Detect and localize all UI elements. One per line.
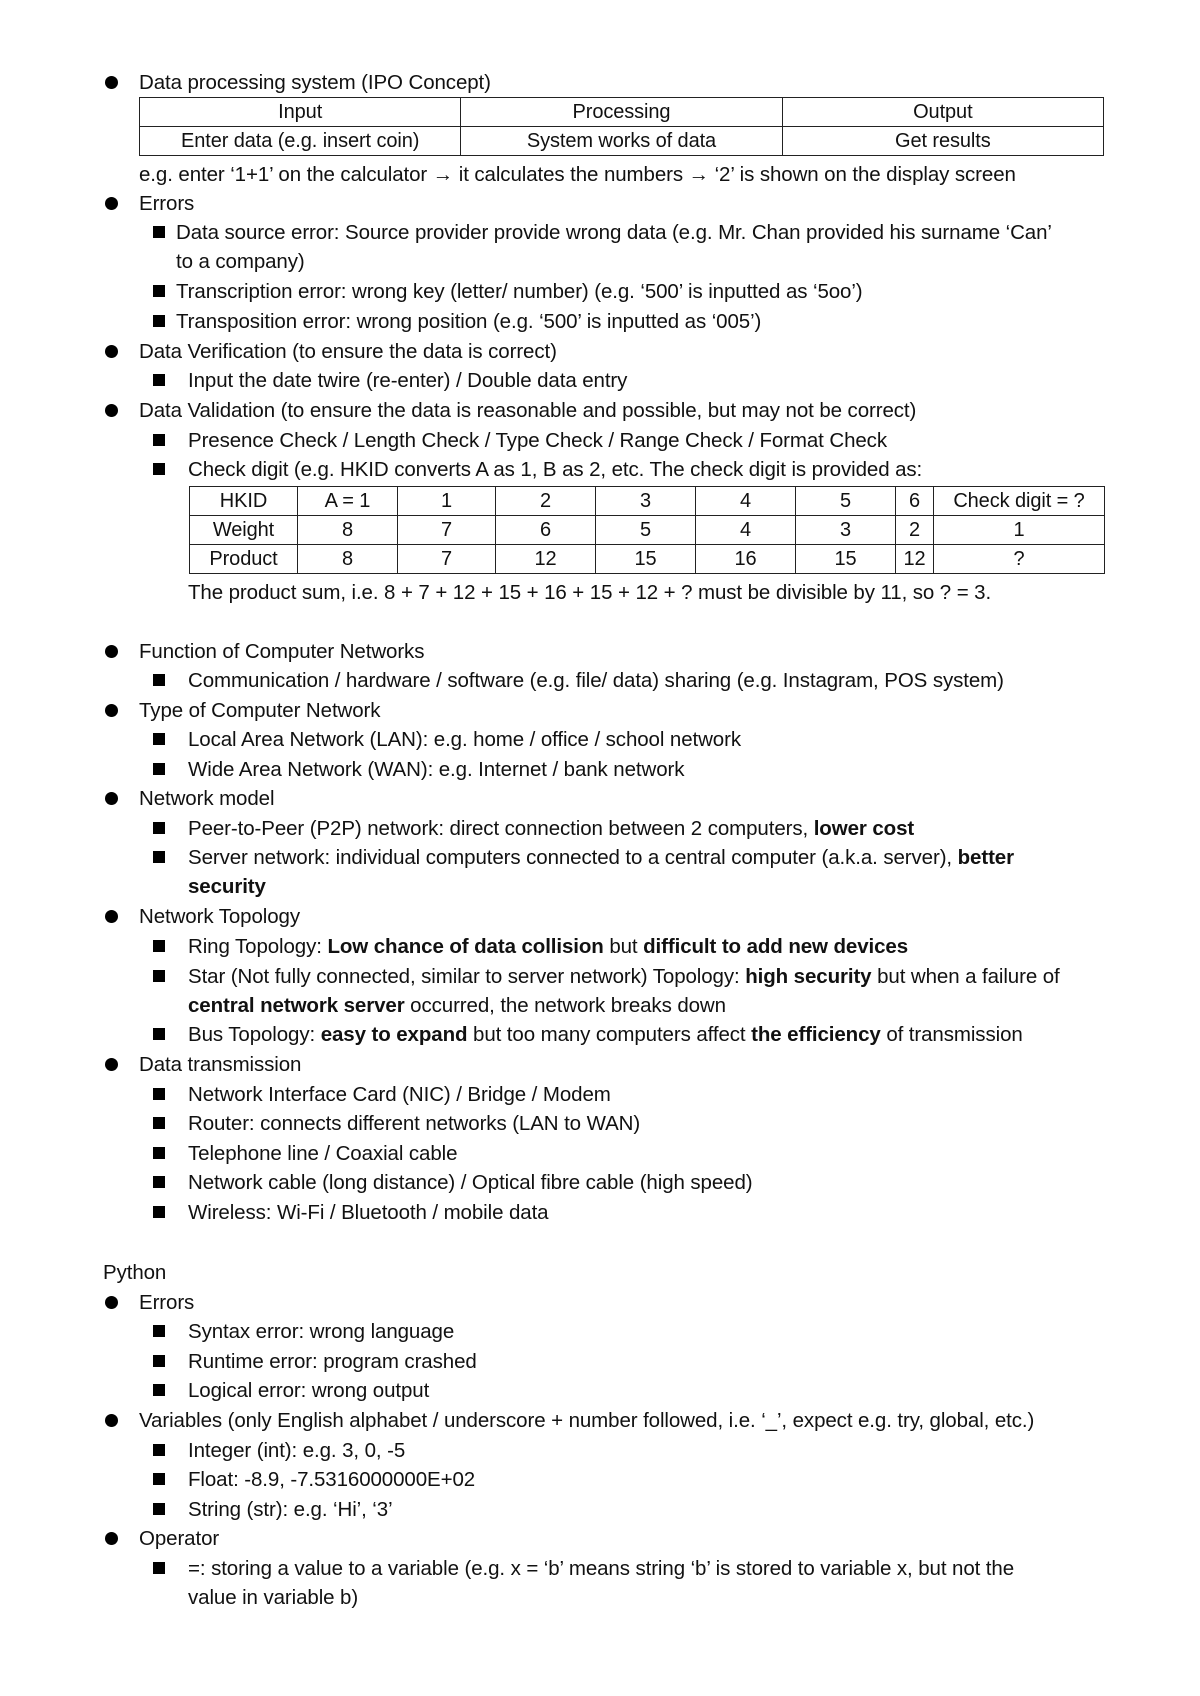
list-item: Transcription error: wrong key (letter/ number) (e.g. ‘500’ is inputted as ‘5oo’) <box>176 280 863 303</box>
table-cell: 3 <box>596 487 696 516</box>
list-item: Runtime error: program crashed <box>188 1350 477 1373</box>
text-run: Server network: individual computers connected to a central computer (a.k.a. server), <box>188 846 958 869</box>
bullet-square-icon <box>153 1117 165 1129</box>
list-item: Local Area Network (LAN): e.g. home / office / school network <box>188 728 741 751</box>
bullet-dot-icon <box>105 645 118 658</box>
text-run: of transmission <box>880 1023 1023 1046</box>
table-cell: Output <box>782 98 1103 127</box>
bullet-square-icon <box>153 1355 165 1367</box>
bullet-dot-icon <box>105 704 118 717</box>
list-item: Transposition error: wrong position (e.g. ‘500’ is inputted as ‘005’) <box>176 310 762 333</box>
table-cell: 16 <box>696 545 796 574</box>
list-item: Router: connects different networks (LAN to WAN) <box>188 1112 641 1135</box>
bold-text: security <box>188 875 266 898</box>
topology-heading: Network Topology <box>139 905 300 928</box>
list-item: Data source error: Source provider provide wrong data (e.g. Mr. Chan provided his surname ‘Can’ <box>176 221 1052 244</box>
bullet-square-icon <box>153 1147 165 1159</box>
bullet-square-icon <box>153 1562 165 1574</box>
table-cell: 8 <box>298 516 398 545</box>
bullet-square-icon <box>153 226 165 238</box>
list-item: Integer (int): e.g. 3, 0, -5 <box>188 1439 406 1462</box>
list-item-continuation <box>188 991 726 1020</box>
table-cell: System works of data <box>461 127 782 156</box>
bullet-square-icon <box>153 1028 165 1040</box>
table-cell: 5 <box>796 487 896 516</box>
list-item: Check digit (e.g. HKID converts A as 1, B as 2, etc. The check digit is provided as: <box>188 458 923 481</box>
bullet-dot-icon <box>105 76 118 89</box>
weight-row <box>190 516 1105 545</box>
table-cell: 5 <box>596 516 696 545</box>
table-cell: 15 <box>596 545 696 574</box>
list-item-continuation: value in variable b) <box>188 1586 359 1609</box>
bullet-dot-icon <box>105 910 118 923</box>
table-cell: Weight <box>190 516 298 545</box>
table-cell: Get results <box>782 127 1103 156</box>
list-item: Input the date twire (re-enter) / Double data entry <box>188 369 628 392</box>
list-item: Telephone line / Coaxial cable <box>188 1142 458 1165</box>
bullet-square-icon <box>153 463 165 475</box>
bullet-square-icon <box>153 763 165 775</box>
ipo-heading: Data processing system (IPO Concept) <box>139 71 491 94</box>
table-cell: Check digit = ? <box>934 487 1105 516</box>
bullet-square-icon <box>153 1473 165 1485</box>
transmission-heading: Data transmission <box>139 1053 302 1076</box>
text-run: Peer-to-Peer (P2P) network: direct connection between 2 computers, <box>188 817 814 840</box>
table-cell: 7 <box>398 516 496 545</box>
table-cell: 12 <box>496 545 596 574</box>
bullet-dot-icon <box>105 197 118 210</box>
table-cell: 2 <box>896 516 934 545</box>
table-cell: 2 <box>496 487 596 516</box>
list-item <box>188 1020 1023 1049</box>
bullet-square-icon <box>153 1325 165 1337</box>
bullet-dot-icon <box>105 1058 118 1071</box>
bold-text: difficult to add new devices <box>643 935 909 958</box>
text-run: but when a failure of <box>871 965 1060 988</box>
list-item: String (str): e.g. ‘Hi’, ‘3’ <box>188 1498 393 1521</box>
table-cell: ? <box>934 545 1105 574</box>
bullet-square-icon <box>153 285 165 297</box>
table-cell: HKID <box>190 487 298 516</box>
table-cell: Product <box>190 545 298 574</box>
bullet-dot-icon <box>105 345 118 358</box>
table-cell: 6 <box>896 487 934 516</box>
functions-heading: Function of Computer Networks <box>139 640 425 663</box>
text-run: but <box>603 935 644 958</box>
bullet-square-icon <box>153 674 165 686</box>
list-item <box>188 843 1014 872</box>
section-title: Python <box>103 1261 167 1284</box>
product-sum-note: The product sum, i.e. 8 + 7 + 12 + 15 + 16 + 15 + 12 + ? must be divisible by 11, so ? = 3. <box>188 581 992 604</box>
bullet-square-icon <box>153 940 165 952</box>
bullet-dot-icon <box>105 1414 118 1427</box>
bullet-square-icon <box>153 1206 165 1218</box>
bullet-square-icon <box>153 1088 165 1100</box>
bullet-dot-icon <box>105 1532 118 1545</box>
bullet-square-icon <box>153 1503 165 1515</box>
python-errors-heading: Errors <box>139 1291 195 1314</box>
validation-heading: Data Validation (to ensure the data is reasonable and possible, but may not be correct) <box>139 399 917 422</box>
table-cell: A = 1 <box>298 487 398 516</box>
bold-text: lower cost <box>813 817 915 840</box>
bold-text: high security <box>745 965 872 988</box>
bullet-square-icon <box>153 970 165 982</box>
bullet-dot-icon <box>105 1296 118 1309</box>
list-item: Logical error: wrong output <box>188 1379 430 1402</box>
bullet-square-icon <box>153 434 165 446</box>
bold-text: the efficiency <box>751 1023 881 1046</box>
bullet-square-icon <box>153 1444 165 1456</box>
table-cell: 1 <box>934 516 1105 545</box>
list-item <box>188 814 914 843</box>
table-cell: 8 <box>298 545 398 574</box>
bold-text: Low chance of data collision <box>327 935 604 958</box>
text-run: occurred, the network breaks down <box>404 994 726 1017</box>
errors-heading: Errors <box>139 192 195 215</box>
types-heading: Type of Computer Network <box>139 699 381 722</box>
bullet-square-icon <box>153 851 165 863</box>
table-cell: 4 <box>696 487 796 516</box>
bold-text: better <box>957 846 1014 869</box>
table-cell: Processing <box>461 98 782 127</box>
bullet-dot-icon <box>105 404 118 417</box>
bullet-square-icon <box>153 315 165 327</box>
hkid-row <box>190 487 1105 516</box>
text-run: Ring Topology: <box>188 935 328 958</box>
bullet-square-icon <box>153 733 165 745</box>
text-run: but too many computers affect <box>467 1023 752 1046</box>
list-item <box>188 932 908 961</box>
list-item: Presence Check / Length Check / Type Check / Range Check / Format Check <box>188 429 887 452</box>
ipo-example: e.g. enter ‘1+1’ on the calculator → it calculates the numbers → ‘2’ is shown on the display screen <box>139 163 1016 186</box>
ipo-table <box>139 97 1104 156</box>
verification-heading: Data Verification (to ensure the data is correct) <box>139 340 557 363</box>
text-run: Star (Not fully connected, similar to server network) Topology: <box>188 965 746 988</box>
list-item: Network cable (long distance) / Optical fibre cable (high speed) <box>188 1171 753 1194</box>
list-item: Communication / hardware / software (e.g. file/ data) sharing (e.g. Instagram, POS system) <box>188 669 1004 692</box>
list-item: Float: -8.9, -7.5316000000E+02 <box>188 1468 476 1491</box>
table-cell: Input <box>140 98 461 127</box>
product-row <box>190 545 1105 574</box>
bold-text: easy to expand <box>320 1023 468 1046</box>
ipo-header-row <box>140 98 1104 127</box>
list-item-continuation <box>188 872 266 901</box>
bullet-square-icon <box>153 1384 165 1396</box>
table-cell: 4 <box>696 516 796 545</box>
table-cell: 1 <box>398 487 496 516</box>
table-cell: 7 <box>398 545 496 574</box>
table-cell: 15 <box>796 545 896 574</box>
list-item: Wide Area Network (WAN): e.g. Internet / bank network <box>188 758 685 781</box>
list-item: to a company) <box>176 250 305 273</box>
bullet-square-icon <box>153 1176 165 1188</box>
check-digit-table <box>189 486 1105 574</box>
list-item: =: storing a value to a variable (e.g. x = ‘b’ means string ‘b’ is stored to variable x, but not the <box>188 1557 1015 1580</box>
table-cell: 12 <box>896 545 934 574</box>
ipo-data-row <box>140 127 1104 156</box>
list-item: Syntax error: wrong language <box>188 1320 455 1343</box>
list-item: Network Interface Card (NIC) / Bridge / Modem <box>188 1083 611 1106</box>
table-cell: Enter data (e.g. insert coin) <box>140 127 461 156</box>
bold-text: central network server <box>188 994 405 1017</box>
list-item: Wireless: Wi-Fi / Bluetooth / mobile data <box>188 1201 549 1224</box>
table-cell: 3 <box>796 516 896 545</box>
bullet-square-icon <box>153 822 165 834</box>
model-heading: Network model <box>139 787 275 810</box>
table-cell: 6 <box>496 516 596 545</box>
python-operator-heading: Operator <box>139 1527 220 1550</box>
list-item <box>188 962 1060 991</box>
bullet-square-icon <box>153 374 165 386</box>
python-variables-heading: Variables (only English alphabet / underscore + number followed, i.e. ‘_’, expect e.g. try, global, etc.) <box>139 1409 1035 1432</box>
bullet-dot-icon <box>105 792 118 805</box>
text-run: Bus Topology: <box>188 1023 321 1046</box>
